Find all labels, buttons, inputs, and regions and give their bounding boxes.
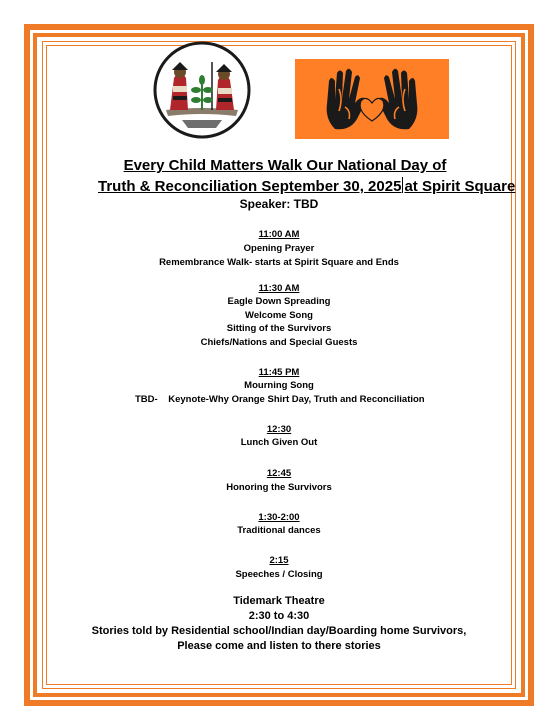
venue-invitation: Please come and listen to there stories — [177, 640, 381, 652]
indigenous-figures-logo-icon — [152, 40, 252, 140]
schedule-time: 11:00 AM — [258, 229, 300, 240]
schedule-time: 11:45 PM — [258, 367, 300, 378]
schedule-item: Traditional dances — [237, 525, 321, 536]
orange-hands-panel — [295, 59, 449, 139]
schedule-item: Honoring the Survivors — [226, 482, 332, 493]
venue-description: Stories told by Residential school/Indian day/Boarding home Survivors, — [91, 625, 467, 637]
schedule-item: Speeches / Closing — [235, 569, 323, 580]
schedule-item: Welcome Song — [245, 310, 313, 321]
heart-hands-icon — [295, 59, 449, 139]
schedule-item: Mourning Song — [244, 380, 314, 391]
title-line-2 — [98, 177, 515, 195]
title-line-2-main: Truth & Reconciliation September 30, 2025 — [98, 178, 402, 195]
title-line-1: Every Child Matters Walk Our National Day of — [123, 157, 447, 174]
page-border-thin-inner — [46, 45, 512, 685]
schedule-item: Lunch Given Out — [240, 437, 318, 448]
title-line-2-location: at Spirit Square — [404, 178, 516, 195]
schedule-item: Sitting of the Survivors — [226, 323, 332, 334]
schedule-item: Chiefs/Nations and Special Guests — [200, 337, 358, 348]
schedule-time: 12:45 — [266, 468, 292, 479]
schedule-item: Opening Prayer — [243, 243, 315, 254]
venue-time: 2:30 to 4:30 — [248, 610, 310, 622]
schedule-time: 11:30 AM — [258, 283, 300, 294]
schedule-time: 12:30 — [266, 424, 292, 435]
keynote-line: TBD- Keynote-Why Orange Shirt Day, Truth and Reconciliation — [135, 394, 425, 405]
schedule-item: Eagle Down Spreading — [227, 296, 331, 307]
schedule-time: 2:15 — [269, 555, 289, 566]
venue-name: Tidemark Theatre — [233, 595, 325, 607]
schedule-time: 1:30-2:00 — [258, 512, 300, 523]
schedule-item: Remembrance Walk- starts at Spirit Square and Ends — [159, 257, 399, 268]
speaker-line: Speaker: TBD — [239, 197, 319, 211]
